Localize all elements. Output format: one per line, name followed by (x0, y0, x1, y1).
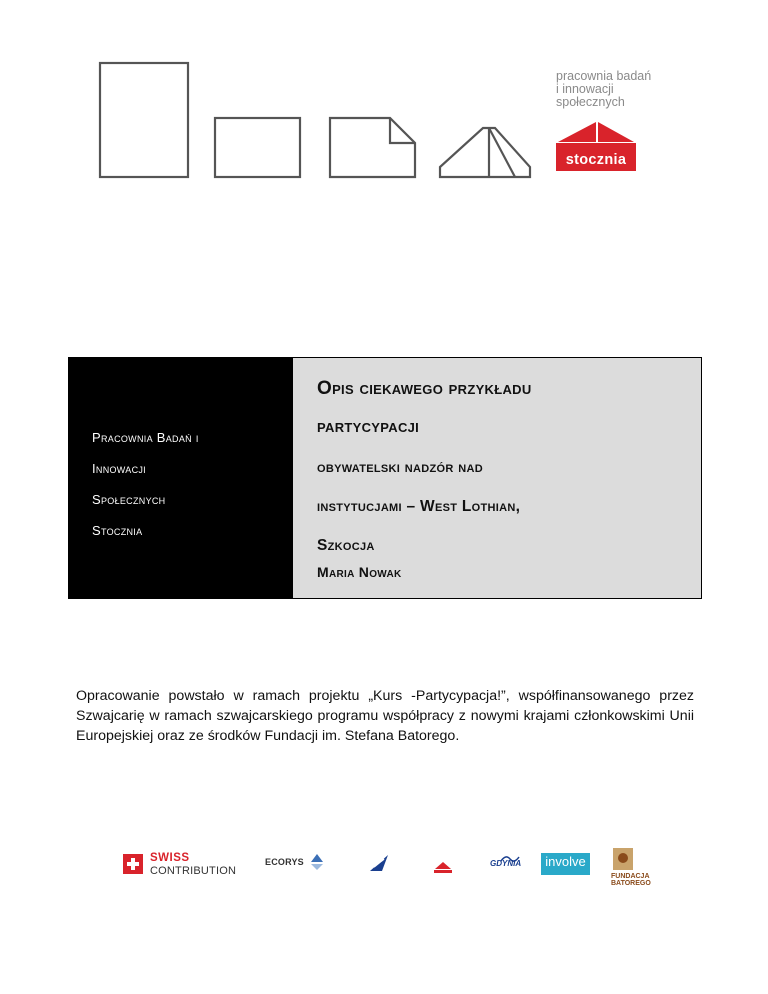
logo-boat-icon (556, 120, 636, 150)
swiss-contribution-logo-line: CONTRIBUTION (150, 865, 237, 877)
bird-logo-icon (368, 853, 390, 873)
title-line: Opis ciekawego przykładu (317, 378, 532, 399)
red-emblem-icon (432, 859, 454, 875)
partner-logos (120, 845, 660, 890)
gdynia-logo: GDYNIA (490, 859, 522, 868)
stocznia-logo (556, 70, 686, 180)
org-line: Stocznia (92, 523, 143, 538)
organization-panel (69, 358, 293, 598)
title-line: partycypacji (317, 416, 420, 437)
document-subtitle (317, 448, 520, 565)
org-line: Pracownia Badań i (92, 430, 199, 445)
roof-boat-shape (440, 128, 530, 177)
fundacja-batorego-emblem-icon (612, 847, 634, 871)
document-title (317, 370, 532, 446)
swiss-contribution-logo-line: SWISS (150, 852, 190, 864)
decorative-shapes (95, 60, 545, 190)
title-box (68, 357, 702, 599)
fundacja-batorego-logo-line: FUNDACJA (611, 873, 650, 880)
logo-text-line: i innowacji (556, 82, 614, 96)
author-name: Maria Nowak (317, 564, 402, 580)
folded-corner-shape (330, 118, 415, 177)
fundacja-batorego-logo-line: BATOREGO (611, 880, 651, 887)
involve-logo-text: involve (545, 854, 586, 869)
subtitle-line: obywatelski nadzór nad (317, 459, 483, 476)
ecorys-triangle-icon (310, 853, 324, 871)
org-line: Innowacji (92, 461, 146, 476)
swiss-flag-icon (123, 854, 143, 874)
logo-text-line: pracownia badań (556, 69, 652, 83)
organization-name (92, 422, 199, 546)
subtitle-line: instytucjami – West Lothian, (317, 498, 521, 515)
tall-rectangle (100, 63, 188, 177)
logo-word: stocznia (556, 149, 636, 171)
intro-paragraph: Opracowanie powstało w ramach projektu „Kurs -Partycypacja!”, współfinansowanego przez Szwajcarię w ramach szwajcarskiego programu współpracy z nowymi krajami członkowskimi Unii Europejskiej oraz ze środków Fundacji im. Stefana Batorego. (76, 688, 694, 745)
wide-rectangle (215, 118, 300, 177)
involve-logo (541, 853, 590, 875)
ecorys-logo: ECORYS (265, 857, 304, 867)
logo-text-line: społecznych (556, 95, 625, 109)
title-panel (293, 358, 701, 598)
org-line: Społecznych (92, 492, 166, 507)
subtitle-line: Szkocja (317, 537, 375, 554)
